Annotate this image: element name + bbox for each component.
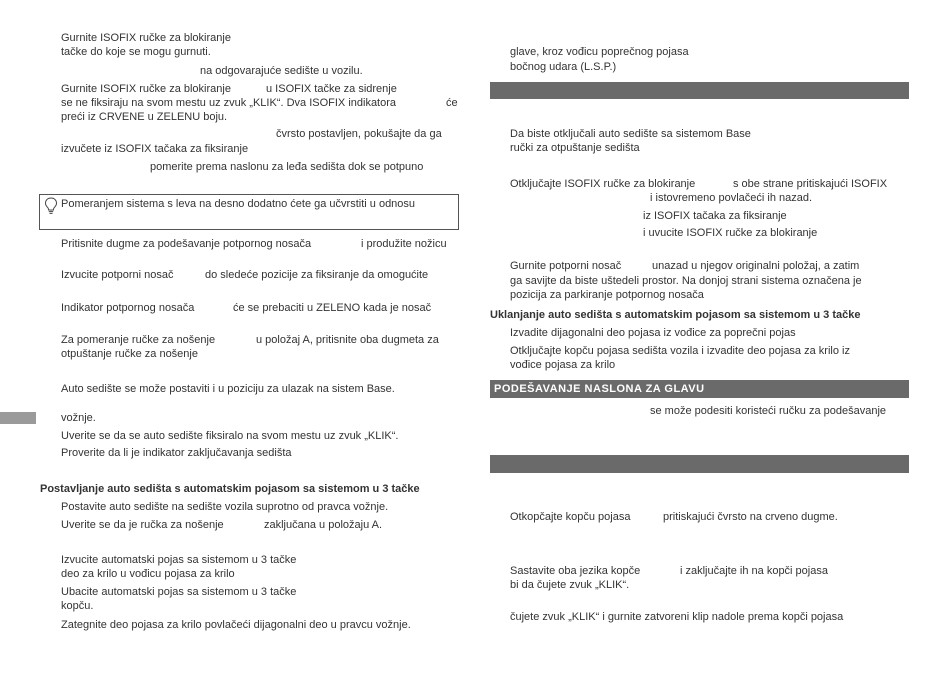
text-line: ručki za otpuštanje sedišta — [510, 142, 640, 154]
section-bar — [490, 455, 909, 473]
text-line: pozicija za parkiranje potpornog nosača — [510, 289, 704, 301]
text-line: zaključana u položaju A. — [264, 519, 383, 531]
text-line: deo za krilo u vođicu pojasa za krilo — [61, 568, 235, 580]
text-line: Izvadite dijagonalni deo pojasa iz vođice za poprečni pojas — [510, 327, 796, 339]
text-line: Izvucite automatski pojas sa sistemom u 3 tačke — [61, 554, 297, 566]
text-line: i produžite nožicu — [361, 238, 447, 250]
text-line: Uverite se da je ručka za nošenje — [61, 519, 224, 531]
text-line: izvučete iz ISOFIX tačaka za fiksiranje — [61, 143, 249, 155]
text-line: i uvucite ISOFIX ručke za blokiranje — [643, 227, 818, 239]
text-line: Da biste otključali auto sedište sa sistemom Base — [510, 128, 751, 140]
text-line: vođice pojasa za krilo — [510, 359, 616, 371]
text-line: glave, kroz vođicu poprečnog pojasa — [510, 46, 689, 58]
text-line: u ISOFIX tačke za sidrenje — [266, 83, 397, 95]
text-line: pritiskajući čvrsto na crveno dugme. — [663, 511, 838, 523]
text-line: Otključajte kopču pojasa sedišta vozila i izvadite deo pojasa za krilo iz — [510, 345, 850, 357]
text-line: će — [446, 97, 458, 109]
text-line: iz ISOFIX tačaka za fiksiranje — [643, 210, 787, 222]
text-line: ga savijte da biste uštedeli prostor. Na donjoj strani sistema označena je — [510, 275, 862, 287]
text-line: kopču. — [61, 600, 94, 612]
text-line: se ne fiksiraju na svom mestu uz zvuk „KLIK“. Dva ISOFIX indikatora — [61, 97, 397, 109]
text-line: Gurnite ISOFIX ručke za blokiranje — [61, 83, 231, 95]
text-line: u položaj A, pritisnite oba dugmeta za — [256, 334, 439, 346]
section-title-headrest: PODEŠAVANJE NASLONA ZA GLAVU — [494, 383, 705, 395]
side-tab — [0, 412, 36, 424]
text-line: otpuštanje ručke za nošenje — [61, 348, 198, 360]
text-line: Izvucite potporni nosač — [61, 269, 174, 281]
text-line: vožnje. — [61, 412, 96, 424]
text-line: tačke do koje se mogu gurnuti. — [61, 46, 211, 58]
text-line: Uverite se da se auto sedište fiksiralo na svom mestu uz zvuk „KLIK“. — [61, 430, 399, 442]
text-line: Auto sedište se može postaviti i u poziciju za ulazak na sistem Base. — [61, 383, 395, 395]
text-line: Sastavite oba jezika kopče — [510, 565, 641, 577]
text-line: Indikator potpornog nosača — [61, 302, 195, 314]
text-line: na odgovarajuće sedište u vozilu. — [200, 65, 363, 77]
section-heading: Postavljanje auto sedišta s automatskim pojasom sa sistemom u 3 tačke — [40, 483, 420, 495]
text-line: čvrsto postavljen, pokušajte da ga — [276, 128, 442, 140]
text-line: Postavite auto sedište na sedište vozila suprotno od pravca vožnje. — [61, 501, 389, 513]
text-line: do sledeće pozicije za fiksiranje da omogućite — [205, 269, 429, 281]
text-line: Otključajte ISOFIX ručke za blokiranje — [510, 178, 696, 190]
text-line: preći iz CRVENE u ZELENU boju. — [61, 111, 228, 123]
section-heading: Uklanjanje auto sedišta s automatskim pojasom sa sistemom u 3 tačke — [490, 309, 861, 321]
text-line: Proverite da li je indikator zaključavanja sedišta — [61, 447, 292, 459]
text-line: bi da čujete zvuk „KLIK“. — [510, 579, 630, 591]
text-line: Pritisnite dugme za podešavanje potpornog nosača — [61, 238, 312, 250]
text-line: će se prebaciti u ZELENO kada je nosač — [233, 302, 432, 314]
section-bar — [490, 82, 909, 99]
text-line: Otkopčajte kopču pojasa — [510, 511, 631, 523]
text-line: Gurnite potporni nosač — [510, 260, 622, 272]
text-line: Za pomeranje ručke za nošenje — [61, 334, 216, 346]
lightbulb-icon — [44, 197, 58, 215]
text-line: pomerite prema naslonu za leđa sedišta dok se potpuno — [150, 161, 424, 173]
text-line: unazad u njegov originalni položaj, a zatim — [652, 260, 860, 272]
text-line: Zategnite deo pojasa za krilo povlačeći dijagonalni deo u pravcu vožnje. — [61, 619, 411, 631]
text-line: se može podesiti koristeći ručku za podešavanje — [650, 405, 887, 417]
text-line: bočnog udara (L.S.P.) — [510, 61, 617, 73]
text-line: i istovremeno povlačeći ih nazad. — [650, 192, 813, 204]
text-line: čujete zvuk „KLIK“ i gurnite zatvoreni klip nadole prema kopči pojasa — [510, 611, 844, 623]
text-line: Gurnite ISOFIX ručke za blokiranje — [61, 32, 231, 44]
text-line: i zaključajte ih na kopči pojasa — [680, 565, 828, 577]
text-line: Ubacite automatski pojas sa sistemom u 3 tačke — [61, 586, 297, 598]
tip-text: Pomeranjem sistema s leva na desno dodatno ćete ga učvrstiti u odnosu — [61, 198, 416, 210]
text-line: s obe strane pritiskajući ISOFIX — [733, 178, 888, 190]
